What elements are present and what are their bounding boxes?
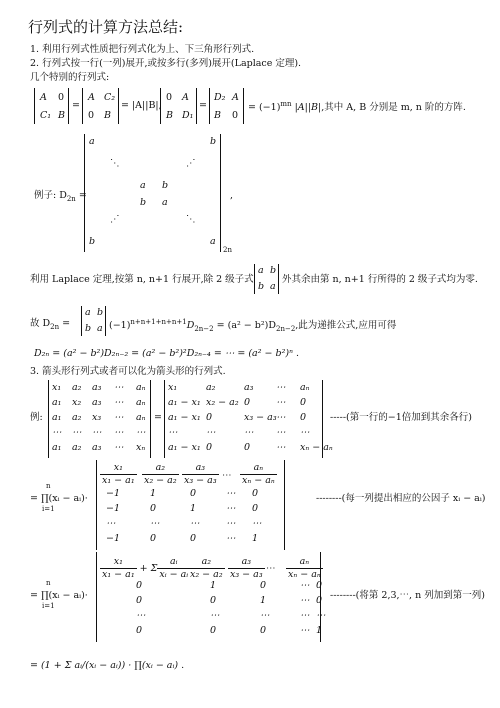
matrix-cell: x₂ − a₂ bbox=[206, 397, 239, 408]
matrix-cell: aₙ bbox=[136, 382, 146, 393]
matrix-cell: 0 bbox=[150, 533, 157, 544]
matrix-cell: 0 bbox=[316, 580, 323, 591]
matrix-cell: x₁ bbox=[52, 382, 62, 393]
document-page: 行列式的计算方法总结: 1. 利用行列式性质把行列式化为上、下三角形行列式. 2. 行列式按一行(一列)展开,或按多行(多列)展开(Laplace 定理). 几个特别的行列式: A 0 C₁ B = A C₂ 0 B = |A||B|, 0 A B D₁ = D₂ A B 0 = $(-1)^{mn}$ |A||B|,其中 A, B 分别是 m, n 阶的方阵. 例子: $D_{2n}$ = 2n , a b ⋱ ⋰ a b b a ⋰ ⋱ b a 利用 Laplace 定理,按第 n, n+1 行展开,除 2 级子式 a b b a 外其余由第 n, n+1 行所得的 2 级子式均为零. 故 $D_{2n}$ = a b b a $(-1)^{n+n+1+n+n+1}D_{2n-2} = (a^2 - b^2)D_{2n-2}$,此为递推公式,应用可得 D₂ₙ = (a² − b²)D₂ₙ₋₂ = (a² − b²)²D₂ₙ₋₄ = ⋯ = (a² − b²)ⁿ . 3. 箭头形行列式或者可以化为箭头形的行列式. 例: x₁ a₂ a₃ ⋯ aₙ a₁ x₂ a₃ ⋯ aₙ a₁ a₂ x₃ ⋯ aₙ ⋯ ⋯ ⋯ ⋯ ⋯ a₁ a₂ a₃ ⋯ xₙ = x₁ a₂ a₃ ⋯ aₙ a₁ − x₁ x₂ − a₂ 0 ⋯ 0 a₁ − x₁ 0 x₃ − a₃ ⋯ 0 ⋯ ⋯ ⋯ ⋯ ⋯ a₁ − x₁ 0 0 ⋯ xₙ − aₙ -----(第一行的−1倍加到其余各行) = ∏(xᵢ − aᵢ)· n i=1 $\frac{\text{x₁}}{\text{x₁ − a₁}}$ $\frac{\text{a₂}}{\text{x₂ − a₂}}$ $\frac{\text{a₃}}{\text{x₃ − a₃}}$ ⋯ $\frac{\text{aₙ}}{\text{xₙ − aₙ}}$ −1 1 0 ⋯ 0 −1 0 1 ⋯ 0 ⋯ ⋯ ⋯ ⋯ ⋯ −1 0 0 ⋯ 1 --------(每一列提出相应的公因子 xᵢ − aᵢ) = ∏(xᵢ − aᵢ)· n i=1 $\frac{\text{x₁}}{\text{x₁ − a₁}}$ + Σ $\frac{\text{aᵢ}}{\text{xᵢ − aᵢ}}$ $\frac{\text{a₂}}{\text{x₂ − a₂}}$ $\frac{\text{a₃}}{\text{x₃ − a₃}}$ ⋯ $\frac{\text{aₙ}}{\text{xₙ − aₙ}}$ 0 1 0 ⋯ 0 0 0 1 ⋯ 0 ⋯ ⋯ ⋯ ⋯ ⋯ 0 0 0 ⋯ 1 --------(将第 2,3,⋯, n 列加到第一列) = (1 + Σ aᵢ/(xᵢ − aᵢ)) · ∏(xᵢ − aᵢ) . bbox=[28, 18, 486, 671]
matrix-cell: 0 bbox=[210, 625, 217, 636]
note-2: --------(每一列提出相应的公因子 xᵢ − aᵢ) bbox=[316, 493, 486, 504]
matrix-cell: 1 bbox=[210, 580, 217, 591]
matrix-cell: ⋯ bbox=[72, 427, 82, 438]
matrix-cell: ⋯ bbox=[168, 427, 178, 438]
matrix-cell: ⋯ bbox=[276, 397, 286, 408]
matrix-cell: 1 bbox=[316, 625, 323, 636]
matrix-cell: 0 bbox=[136, 580, 143, 591]
matrix-cell: 0 bbox=[260, 580, 267, 591]
matrix-cell: ⋯ bbox=[206, 427, 216, 438]
matrix-cell: aₙ bbox=[300, 382, 310, 393]
matrix-cell: ⋯ bbox=[276, 412, 286, 423]
formula1-exp: mn bbox=[280, 100, 292, 108]
matrix-cell: a₂ bbox=[72, 382, 82, 393]
matrix-cell: −1 bbox=[106, 488, 121, 499]
matrix-cell: ⋯ bbox=[300, 595, 310, 606]
matrix-cell: 1 bbox=[150, 488, 157, 499]
matrix-cell: x₁ bbox=[168, 382, 178, 393]
matrix-cell: ⋯ bbox=[316, 610, 326, 621]
matrix-cell: ⋯ bbox=[52, 427, 62, 438]
matrix-cell: a₂ bbox=[72, 412, 82, 423]
matrix-cell: a₃ bbox=[92, 442, 102, 453]
matrix-cell: ⋯ bbox=[210, 610, 220, 621]
matrix-cell: x₃ bbox=[92, 412, 102, 423]
matrix-cell: 0 bbox=[316, 595, 323, 606]
matrix-cell: 1 bbox=[252, 533, 259, 544]
matrix-cell: ⋯ bbox=[92, 427, 102, 438]
matrix-cell: a₃ bbox=[244, 382, 254, 393]
matrix-cell: a₁ bbox=[52, 442, 62, 453]
matrix-cell: 0 bbox=[136, 595, 143, 606]
matrix-cell: aₙ bbox=[136, 397, 146, 408]
matrix-cell: 1 bbox=[190, 503, 197, 514]
matrix-cell: −1 bbox=[106, 533, 121, 544]
item-3: 3. 箭头形行列式或者可以化为箭头形的行列式. bbox=[30, 366, 226, 377]
matrix-cell: aₙ bbox=[136, 412, 146, 423]
item-2: 2. 行列式按一行(一列)展开,或按多行(多列)展开(Laplace 定理). bbox=[30, 58, 302, 69]
matrix-cell: ⋯ bbox=[114, 382, 124, 393]
matrix-cell: 0 bbox=[244, 442, 251, 453]
matrix-cell: x₂ bbox=[72, 397, 82, 408]
matrix-cell: ⋯ bbox=[300, 580, 310, 591]
matrix-cell: a₃ bbox=[92, 397, 102, 408]
matrix-cell: ⋯ bbox=[226, 533, 236, 544]
matrix-cell: 0 bbox=[260, 625, 267, 636]
matrix-cell: ⋯ bbox=[300, 625, 310, 636]
matrix-cell: −1 bbox=[106, 503, 121, 514]
matrix-cell: a₃ bbox=[92, 382, 102, 393]
example-label: 例子: D bbox=[34, 190, 67, 201]
matrix-cell: ⋯ bbox=[226, 518, 236, 529]
matrix-cell: a₂ bbox=[206, 382, 216, 393]
matrix-cell: ⋯ bbox=[244, 427, 254, 438]
matrix-cell: ⋯ bbox=[226, 488, 236, 499]
matrix-cell: 0 bbox=[252, 503, 259, 514]
matrix-cell: 0 bbox=[244, 397, 251, 408]
matrix-cell: ⋯ bbox=[276, 427, 286, 438]
matrix-cell: ⋯ bbox=[136, 610, 146, 621]
matrix-cell: ⋯ bbox=[150, 518, 160, 529]
matrix-cell: ⋯ bbox=[252, 518, 262, 529]
formula1-eq: = (−1) bbox=[248, 102, 281, 114]
matrix-cell: 0 bbox=[300, 397, 307, 408]
matrix-cell: 0 bbox=[190, 533, 197, 544]
matrix-cell: 0 bbox=[150, 503, 157, 514]
matrix-cell: xₙ bbox=[136, 442, 146, 453]
matrix-cell: a₁ − x₁ bbox=[168, 442, 201, 453]
matrix-cell: ⋯ bbox=[276, 382, 286, 393]
matrix-cell: 0 bbox=[136, 625, 143, 636]
matrix-cell: 0 bbox=[190, 488, 197, 499]
matrix-cell: a₁ bbox=[52, 412, 62, 423]
final-result: = (1 + Σ aᵢ/(xᵢ − aᵢ)) · ∏(xᵢ − aᵢ) . bbox=[30, 660, 185, 671]
matrix-cell: 1 bbox=[260, 595, 267, 606]
matrix-cell: a₁ bbox=[52, 397, 62, 408]
matrix-cell: ⋯ bbox=[276, 442, 286, 453]
matrix-cell: ⋯ bbox=[114, 412, 124, 423]
matrix-cell: ⋯ bbox=[114, 397, 124, 408]
matrix-cell: a₁ − x₁ bbox=[168, 397, 201, 408]
matrix-cell: ⋯ bbox=[106, 518, 116, 529]
matrix-cell: ⋯ bbox=[260, 610, 270, 621]
formula1-tail: ,其中 A, B 分别是 m, n 阶的方阵. bbox=[321, 102, 466, 114]
matrix-cell: a₂ bbox=[72, 442, 82, 453]
matrix-cell: 0 bbox=[300, 412, 307, 423]
matrix-cell: 0 bbox=[206, 412, 213, 423]
note-1: -----(第一行的−1倍加到其余各行) bbox=[330, 412, 472, 423]
matrix-cell: ⋯ bbox=[300, 427, 310, 438]
matrix-cell: ⋯ bbox=[226, 503, 236, 514]
matrix-cell: a₁ − x₁ bbox=[168, 412, 201, 423]
formula1-abs: |A||B| bbox=[294, 102, 322, 114]
item-1: 1. 利用行列式性质把行列式化为上、下三角形行列式. bbox=[30, 44, 255, 55]
matrix-cell: ⋯ bbox=[114, 442, 124, 453]
matrix-cell: ⋯ bbox=[114, 427, 124, 438]
special-heading: 几个特别的行列式: bbox=[30, 72, 110, 83]
matrix-cell: ⋯ bbox=[190, 518, 200, 529]
page-title: 行列式的计算方法总结: bbox=[28, 18, 184, 36]
matrix-cell: x₃ − a₃ bbox=[244, 412, 277, 423]
matrix-cell: 0 bbox=[206, 442, 213, 453]
matrix-cell: 0 bbox=[210, 595, 217, 606]
recurrence-result: D₂ₙ = (a² − b²)D₂ₙ₋₂ = (a² − b²)²D₂ₙ₋₄ = ⋯ = (a² − b²)ⁿ . bbox=[34, 348, 299, 359]
matrix-cell: 0 bbox=[252, 488, 259, 499]
matrix-cell: xₙ − aₙ bbox=[300, 442, 333, 453]
matrix-cell: ⋯ bbox=[136, 427, 146, 438]
matrix-cell: ⋯ bbox=[300, 610, 310, 621]
note-3: --------(将第 2,3,⋯, n 列加到第一列) bbox=[330, 590, 485, 601]
